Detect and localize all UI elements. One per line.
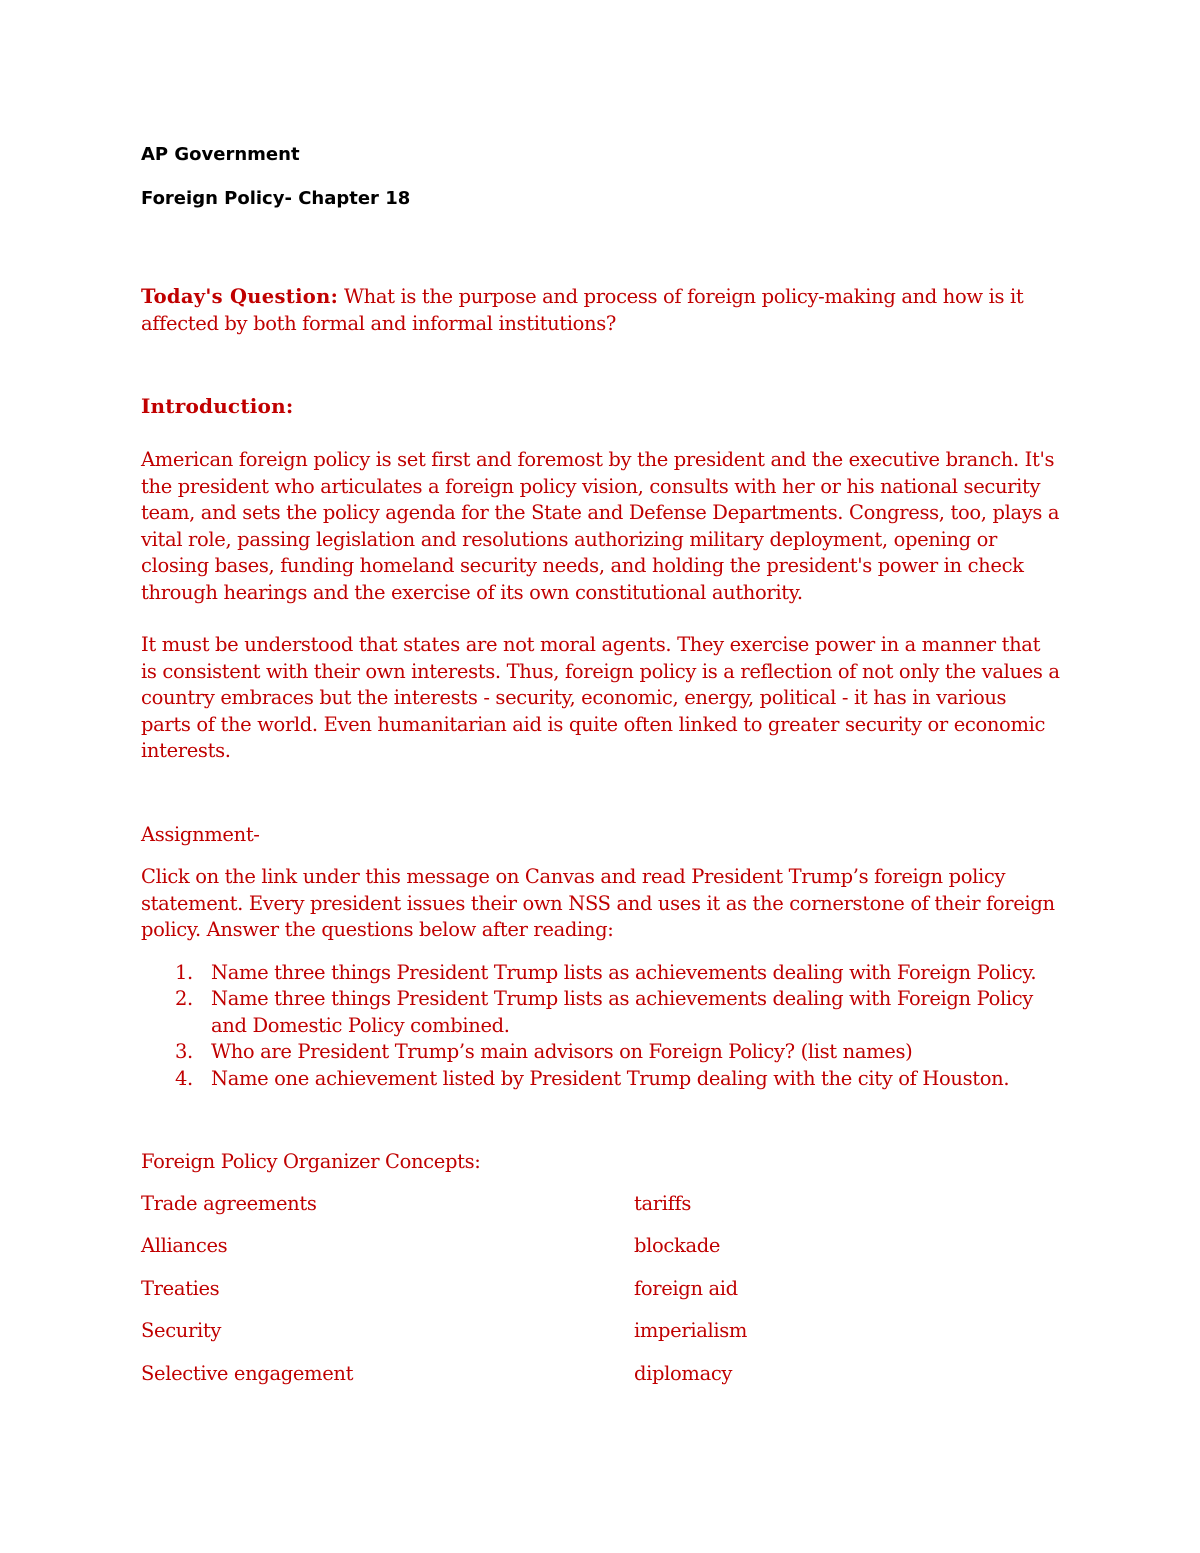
concept-term: foreign aid xyxy=(634,1276,738,1300)
concept-term: Trade agreements xyxy=(141,1191,317,1215)
todays-question xyxy=(141,284,1061,337)
question-number: 1. xyxy=(175,960,193,984)
concept-term: blockade xyxy=(634,1234,721,1257)
chapter-title: Foreign Policy- Chapter 18 xyxy=(141,188,411,209)
concept-term: tariffs xyxy=(634,1191,692,1215)
assignment-instructions: Click on the link under this message on Canvas and read President Trump’s foreign policy statement. Every president issues their own NSS and uses it as the cornerstone of their foreign policy. Answer the questions below after reading: xyxy=(141,865,1055,941)
concept-grid xyxy=(141,1191,1061,1388)
concept-term: Alliances xyxy=(141,1234,228,1257)
question-label: Today's Question xyxy=(141,285,331,308)
question-number: 4. xyxy=(175,1066,193,1090)
question-text: Name three things President Trump lists as achievements dealing with Foreign Policy. xyxy=(211,960,1037,984)
course-title: AP Government xyxy=(141,144,300,165)
assignment-question xyxy=(141,986,1061,1039)
question-text: Who are President Trump’s main advisors on Foreign Policy? (list names) xyxy=(211,1040,913,1063)
assignment-question xyxy=(141,960,1061,987)
introduction-paragraph: It must be understood that states are not moral agents. They exercise power in a manner that is consistent with their own interests. Thus, foreign policy is a reflection of not only the values a country embraces but the interests - security, economic, energy, political - it has in various parts of the world. Even humanitarian aid is quite often linked to greater security or economic interests. xyxy=(141,633,1060,762)
assignment-question xyxy=(141,1039,1061,1066)
concept-term: imperialism xyxy=(634,1319,748,1342)
introduction-heading: Introduction: xyxy=(141,394,294,418)
assignment-question-list xyxy=(141,960,1061,1093)
question-number: 3. xyxy=(175,1040,193,1063)
concept-term: Treaties xyxy=(141,1276,220,1300)
question-text: Name one achievement listed by President Trump dealing with the city of Houston. xyxy=(211,1066,1010,1090)
assignment-question xyxy=(141,1066,1061,1093)
organizer-heading: Foreign Policy Organizer Concepts: xyxy=(141,1150,481,1173)
assignment-heading: Assignment- xyxy=(141,822,260,846)
question-text: Name three things President Trump lists as achievements dealing with Foreign Policy and Domestic Policy combined. xyxy=(211,987,1033,1037)
introduction-paragraph: American foreign policy is set first and foremost by the president and the executive branch. It's the president who articulates a foreign policy vision, consults with her or his national security team, and sets the policy agenda for the State and Defense Departments. Congress, too, plays a vital role, passing legislation and resolutions authorizing military deployment, opening or closing bases, funding homeland security needs, and holding the president's power in check through hearings and the exercise of its own constitutional authority. xyxy=(141,448,1060,604)
concept-term: Selective engagement xyxy=(141,1361,354,1385)
question-text: What is the purpose and process of foreign policy-making and how is it affected by both formal and informal institutions? xyxy=(141,285,1024,335)
concept-term: diplomacy xyxy=(634,1361,733,1385)
question-number: 2. xyxy=(175,987,193,1010)
document-page xyxy=(141,140,1061,1387)
question-separator: : xyxy=(330,285,339,308)
concept-term: Security xyxy=(141,1319,221,1342)
